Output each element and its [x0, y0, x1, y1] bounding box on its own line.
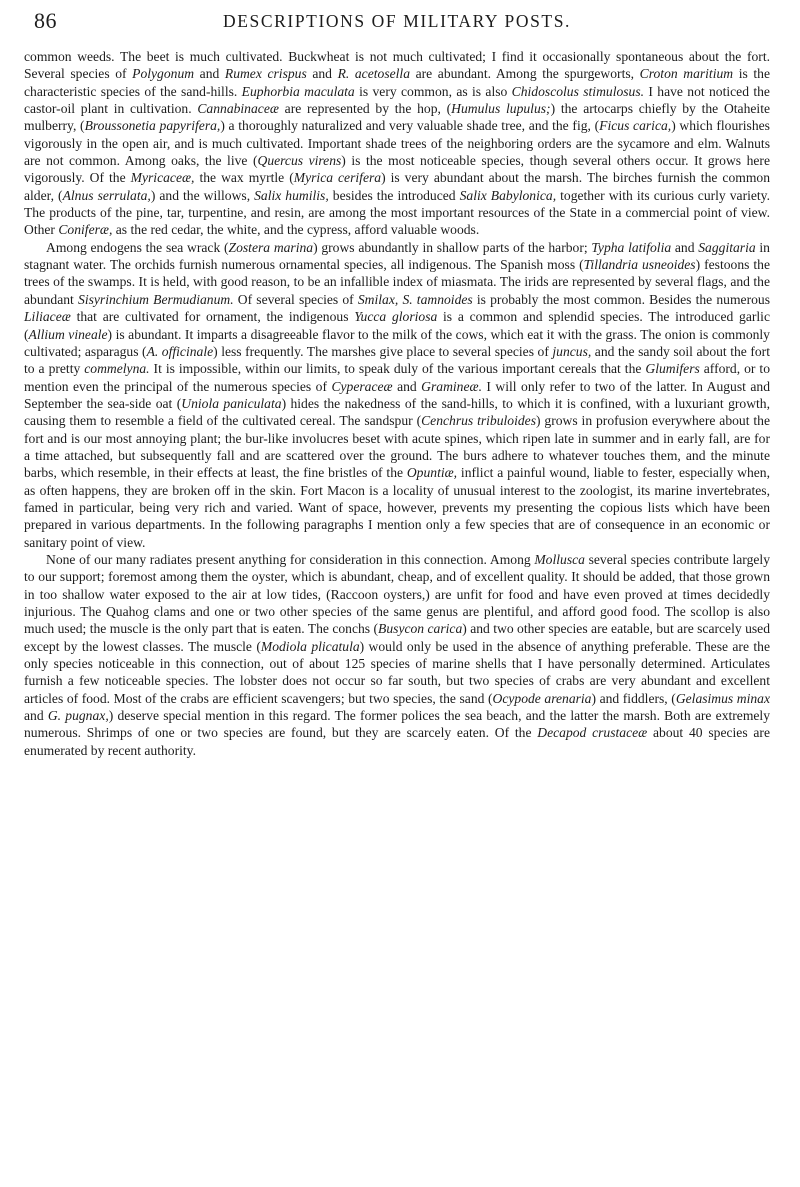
paragraph-3 [24, 551, 770, 759]
text-run: besides the introduced [328, 187, 460, 203]
text-run: as the red cedar, the white, and the cypress, afford valuable woods. [112, 222, 480, 238]
italic-term: Allium vineale [28, 326, 108, 342]
italic-term: Glumifers [645, 361, 700, 377]
italic-term: A. officinale [146, 343, 214, 359]
italic-term: Saggitaria [698, 239, 756, 255]
italic-term: juncus, [552, 343, 592, 359]
text-run: are abundant. Among the spurgeworts, [410, 66, 640, 82]
text-run: ) festoons the trees of the swamps. It is held, with good reason, to be an infallible index of miasmata. The irids are represented by several flags, and the abundant [24, 257, 770, 307]
text-run: ) and fiddlers, ( [591, 690, 676, 706]
italic-term: Gramineæ. [421, 378, 482, 394]
body-text [24, 48, 770, 759]
italic-term: Typha latifolia [591, 239, 672, 255]
text-run: I will only refer to two of the latter. In August and September the sea-side oat ( [24, 378, 770, 411]
italic-term: Alnus serrulata, [62, 187, 151, 203]
text-run: ) is abundant. It imparts a disagreeable flavor to the milk of the cows, which eat it with the grass. The onion is commonly cultivated; asparagus ( [24, 326, 770, 359]
text-run: ) is very abundant about the marsh. The birches furnish the common alder, ( [24, 170, 770, 203]
italic-term: Salix Babylonica, [459, 187, 557, 203]
text-run: is very common, as is also [354, 83, 512, 99]
text-run: and [306, 66, 338, 82]
text-run: ) grows abundantly in shallow parts of the harbor; [313, 239, 592, 255]
text-run: ) and two other species are eatable, but are scarcely used except by the lowest classes. The muscle ( [24, 621, 770, 654]
text-run: and [194, 66, 225, 82]
italic-term: Gelasimus minax [675, 690, 770, 706]
paragraph-2 [24, 239, 770, 551]
running-title: DESCRIPTIONS OF MILITARY POSTS. [222, 11, 571, 31]
italic-term: commelyna. [84, 361, 150, 377]
italic-term: Cyperaceæ [331, 378, 393, 394]
italic-term: Yucca gloriosa [354, 309, 438, 325]
italic-term: Coniferæ, [58, 222, 113, 238]
italic-term: G. pugnax, [47, 708, 109, 724]
text-run: about 40 species are enumerated by recent authority. [24, 725, 770, 758]
text-run: in stagnant water. The orchids furnish numerous ornamental species, all indigenous. The Spanish moss ( [24, 239, 770, 273]
text-run: is probably the most common. Besides the numerous [472, 291, 770, 307]
italic-term: Cannabinaceæ [197, 101, 279, 117]
italic-term: Busycon carica [378, 621, 463, 637]
text-run: ) a thoroughly naturalized and very valuable shade tree, and the fig, ( [220, 118, 600, 134]
italic-term: Modiola plicatula [260, 638, 360, 654]
text-run: I have not noticed the castor-oil plant in cultivation. [24, 83, 770, 117]
italic-term: Sisyrinchium Bermudianum. [78, 291, 234, 307]
text-run: ) grows in profusion everywhere about the fort and is our most annoying plant; the bur-like involucres beset with acute spines, which ripen late in summer and in early fall, are for a time attached, but subsequently fall and are scattered over the ground. The burs adhere to whatever touches them, and the minute barbs, which resemble, in their effects at least, the fine bristles of the [24, 413, 770, 481]
text-run: afford, or to mention even the principal of the numerous species of [24, 361, 770, 394]
text-run: is a common and splendid species. The introduced garlic ( [24, 309, 770, 342]
text-run: is the characteristic species of the sand-hills. [24, 66, 770, 99]
text-run: ) less frequently. The marshes give place to several species of [213, 343, 553, 359]
paragraph-1 [24, 48, 770, 239]
text-run: inflict a painful wound, liable to fester, especially when, as often happens, they are broken off in the skin. Fort Macon is a locality of unusual interest to the zoologist, its marine invertebrates, famed in particular, being very rich and varied. Want of space, however, prevents my presenting the copious lists which have been prepared in various departments. In the following paragraphs I mention only a few species that are of consequence in an economic or sanitary point of view. [24, 465, 770, 550]
text-run: that are cultivated for ornament, the indigenous [70, 309, 355, 325]
italic-term: Zostera marina [228, 239, 314, 255]
italic-term: Cenchrus tribuloides [421, 413, 536, 429]
text-run: None of our many radiates present anything for consideration in this connection. Among [46, 551, 535, 567]
italic-term: Uniola paniculata [181, 395, 282, 411]
italic-term: Broussonetia papyrifera, [84, 118, 221, 134]
text-run: and the sandy soil about the fort to a pretty [24, 343, 770, 377]
text-run: ) and the willows, [150, 187, 255, 203]
italic-term: Liliaceæ [24, 309, 71, 325]
italic-term: Decapod crustaceæ [537, 725, 648, 741]
italic-term: Ocypode arenaria [492, 690, 592, 706]
text-run: ) is the most noticeable species, though several others occur. It grows here vigorously. Of the [24, 153, 770, 186]
text-run: common weeds. The beet is much cultivated. Buckwheat is not much cultivated; I find it occasionally spontaneous about the fort. Several species of [24, 49, 770, 82]
text-run: several species contribute largely to our support; foremost among them the oyster, which is abundant, cheap, and of excellent quality. It should be added, that those grown in too shallow water exposed to the air at low tides, (Raccoon oysters,) are unfit for food and have even proved at times decidedly injurious. The Quahog clams and one or two other species of the same genus are plentiful, and afford good food. The scollop is also much used; the muscle is the only part that is eaten. The conchs ( [24, 551, 770, 637]
text-run: and [24, 708, 48, 724]
text-run: ) deserve special mention in this regard. The former polices the sea beach, and the latter the marsh. Both are extremely numerous. Shrimps of one or two species are found, but they are scarcely eaten. Of the [24, 708, 771, 741]
text-run: ) the artocarps chiefly by the Otaheite mulberry, ( [24, 101, 771, 134]
italic-term: Myrica cerifera [293, 170, 382, 186]
italic-term: Humulus lupulus; [451, 101, 551, 117]
running-head [24, 8, 770, 42]
text-run: and [671, 239, 699, 255]
italic-term: Myricaceæ, [130, 170, 195, 186]
text-run: are represented by the hop, ( [278, 101, 452, 117]
text-run: ) would only be used in the absence of anything preferable. These are the only species noticeable in this connection, out of about 125 species of marine shells that I have personally determined. Articulates furnish a few noticeable species. The lobster does not occur so far south, but two species of crabs are very abundant and excellent articles of food. Most of the crabs are efficient scavengers; but two species, the sand ( [24, 638, 770, 706]
italic-term: R. acetosella [337, 66, 410, 82]
italic-term: Rumex crispus [224, 66, 307, 82]
text-run: and [392, 378, 422, 394]
page-number: 86 [34, 8, 57, 33]
text-run: ) hides the nakedness of the sand-hills, to which it is confined, with a luxuriant growth, causing them to resemble a field of the cultivated cereal. The sandspur ( [24, 395, 770, 429]
italic-term: Tillandria usneoides [583, 257, 696, 273]
text-run: the wax myrtle ( [194, 170, 294, 186]
italic-term: Opuntiæ, [406, 465, 458, 481]
italic-term: Quercus virens [257, 153, 342, 169]
text-run: Of several species of [233, 291, 358, 307]
italic-term: Euphorbia maculata [241, 83, 355, 99]
text-run: ) which flourishes vigorously in the open air, and is much cultivated. Important shade trees of the neighboring orders are the sycamore and elm. Walnuts are not common. Among oaks, the live ( [24, 118, 770, 169]
italic-term: Mollusca [534, 551, 585, 567]
italic-term: Croton maritium [639, 66, 734, 82]
italic-term: Salix humilis, [254, 187, 329, 203]
text-run: Among endogens the sea wrack ( [46, 239, 229, 255]
italic-term: Chidoscolus stimulosus. [511, 83, 645, 99]
text-run: It is impossible, within our limits, to speak duly of the various important cereals that the [149, 361, 646, 377]
italic-term: Ficus carica, [599, 118, 672, 134]
text-run: together with its curious curly variety. The products of the pine, tar, turpentine, and resin, are among the most important resources of the State in a commercial point of view. Other [24, 187, 770, 238]
italic-term: Smilax, S. tamnoides [357, 291, 473, 307]
italic-term: Polygonum [132, 66, 195, 82]
